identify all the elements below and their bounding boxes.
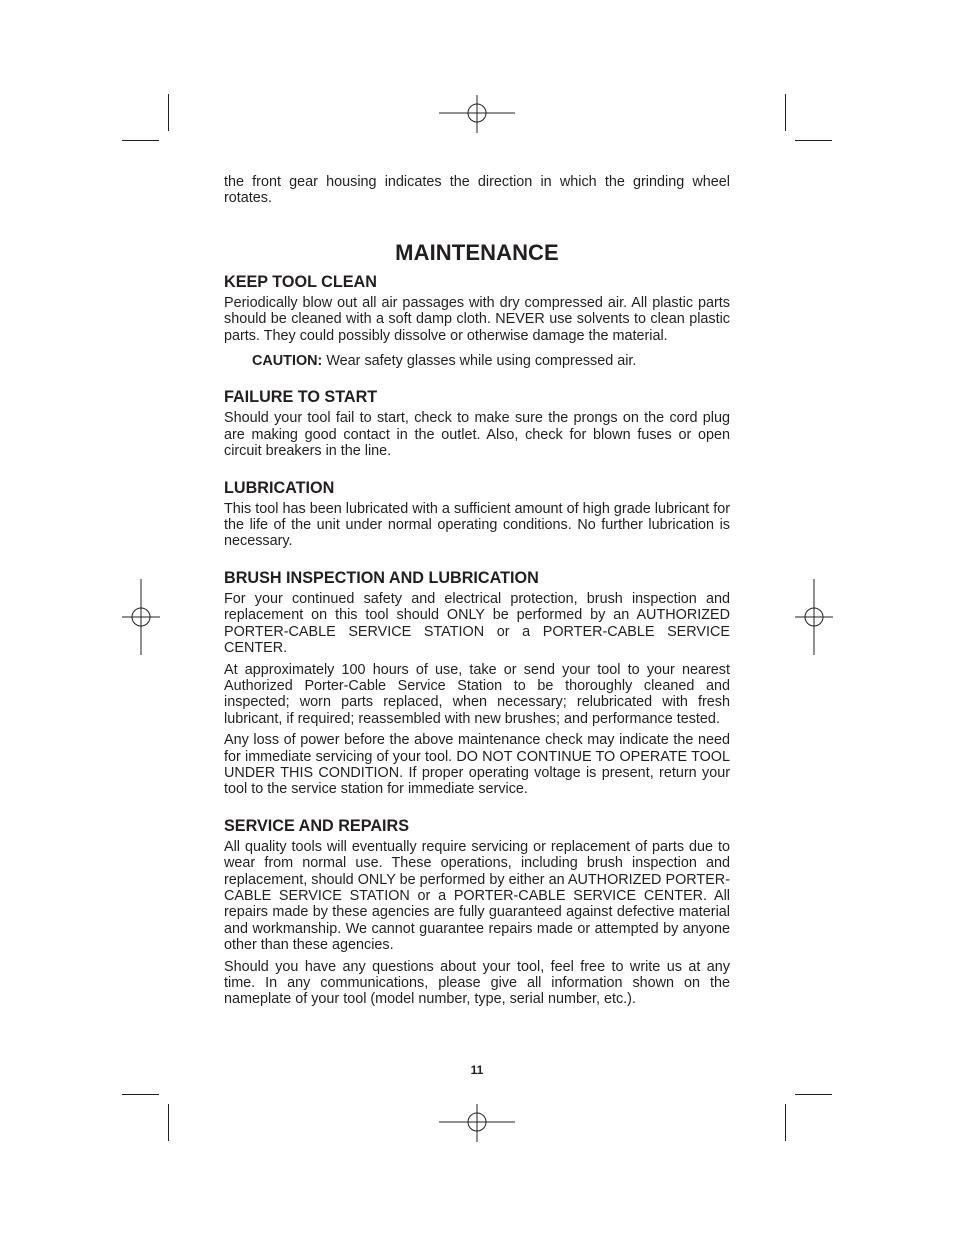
crop-mark — [795, 140, 832, 141]
section-heading: FAILURE TO START — [224, 388, 378, 407]
page-content — [224, 174, 730, 1008]
section-keep-tool-clean — [224, 265, 730, 370]
section-heading: BRUSH INSPECTION AND LUBRICATION — [224, 568, 539, 587]
section-paragraph: Should you have any questions about your tool, feel free to write us at any time. In any communications, please give all information shown on the nameplate of your tool (model number, type, serial number, etc.). — [224, 958, 730, 1008]
section-heading: KEEP TOOL CLEAN — [224, 272, 377, 291]
page-number: 11 — [470, 1063, 484, 1077]
section-paragraph: Should your tool fail to start, check to make sure the prongs on the cord plug are making good contact in the outlet. Also, check for blown fuses or open circuit breakers in the line. — [224, 410, 730, 460]
section-paragraph: This tool has been lubricated with a sufficient amount of high grade lubricant for the life of the unit under normal operating conditions. No further lubrication is necessary. — [224, 500, 730, 550]
section-heading: LUBRICATION — [224, 478, 335, 497]
registration-mark-icon — [439, 95, 515, 133]
crop-mark — [168, 1104, 169, 1141]
section-heading: SERVICE AND REPAIRS — [224, 816, 409, 835]
section-failure-to-start — [224, 369, 730, 459]
crop-mark — [785, 94, 786, 131]
section-paragraph: Periodically blow out all air passages with dry compressed air. All plastic parts should be cleaned with a soft damp cloth. NEVER use solvents to clean plastic parts. They could possibly dissolve or otherwise damage the material. — [224, 294, 730, 344]
section-paragraph: At approximately 100 hours of use, take or send your tool to your nearest Authorized Porter-Cable Service Station to be thoroughly cleaned and inspected; worn parts replaced, when necessary; relubricated with fresh lubricant, if required; reassembled with new brushes; and performance tested. — [224, 661, 730, 727]
section-paragraph: Any loss of power before the above maintenance check may indicate the need for immediate servicing of your tool. DO NOT CONTINUE TO OPERATE TOOL UNDER THIS CONDITION. If proper operating voltage is present, return your tool to the service station for immediate service. — [224, 732, 730, 798]
caution-text: Wear safety glasses while using compressed air. — [322, 353, 637, 370]
crop-mark — [122, 1094, 159, 1095]
crop-mark — [795, 1094, 832, 1095]
caution-label: CAUTION: — [252, 353, 323, 370]
intro-paragraph: the front gear housing indicates the direction in which the grinding wheel rotates. — [224, 174, 730, 207]
section-paragraph: All quality tools will eventually require servicing or replacement of parts due to wear from normal use. These operations, including brush inspection and replacement, should ONLY be performed by either an AUTHORIZED PORTER-CABLE SERVICE STATION or a PORTER-CABLE SERVICE CENTER. All repairs made by these agencies are fully guaranteed against defective material and workmanship. We cannot guarantee repairs made or attempted by anyone other than these agencies. — [224, 838, 730, 954]
caution-note — [224, 353, 730, 369]
registration-mark-icon — [795, 579, 833, 655]
crop-mark — [168, 94, 169, 131]
section-brush-inspection — [224, 550, 730, 798]
page-title: MAINTENANCE — [395, 239, 559, 265]
crop-mark — [122, 140, 159, 141]
section-service-and-repairs — [224, 798, 730, 1008]
section-paragraph: For your continued safety and electrical protection, brush inspection and replacement on this tool should ONLY be performed by an AUTHORIZED PORTER-CABLE SERVICE STATION or a PORTER-CABLE SERVICE CENTER. — [224, 590, 730, 657]
section-lubrication — [224, 460, 730, 550]
crop-mark — [785, 1104, 786, 1141]
registration-mark-icon — [122, 579, 160, 655]
registration-mark-icon — [439, 1104, 515, 1142]
